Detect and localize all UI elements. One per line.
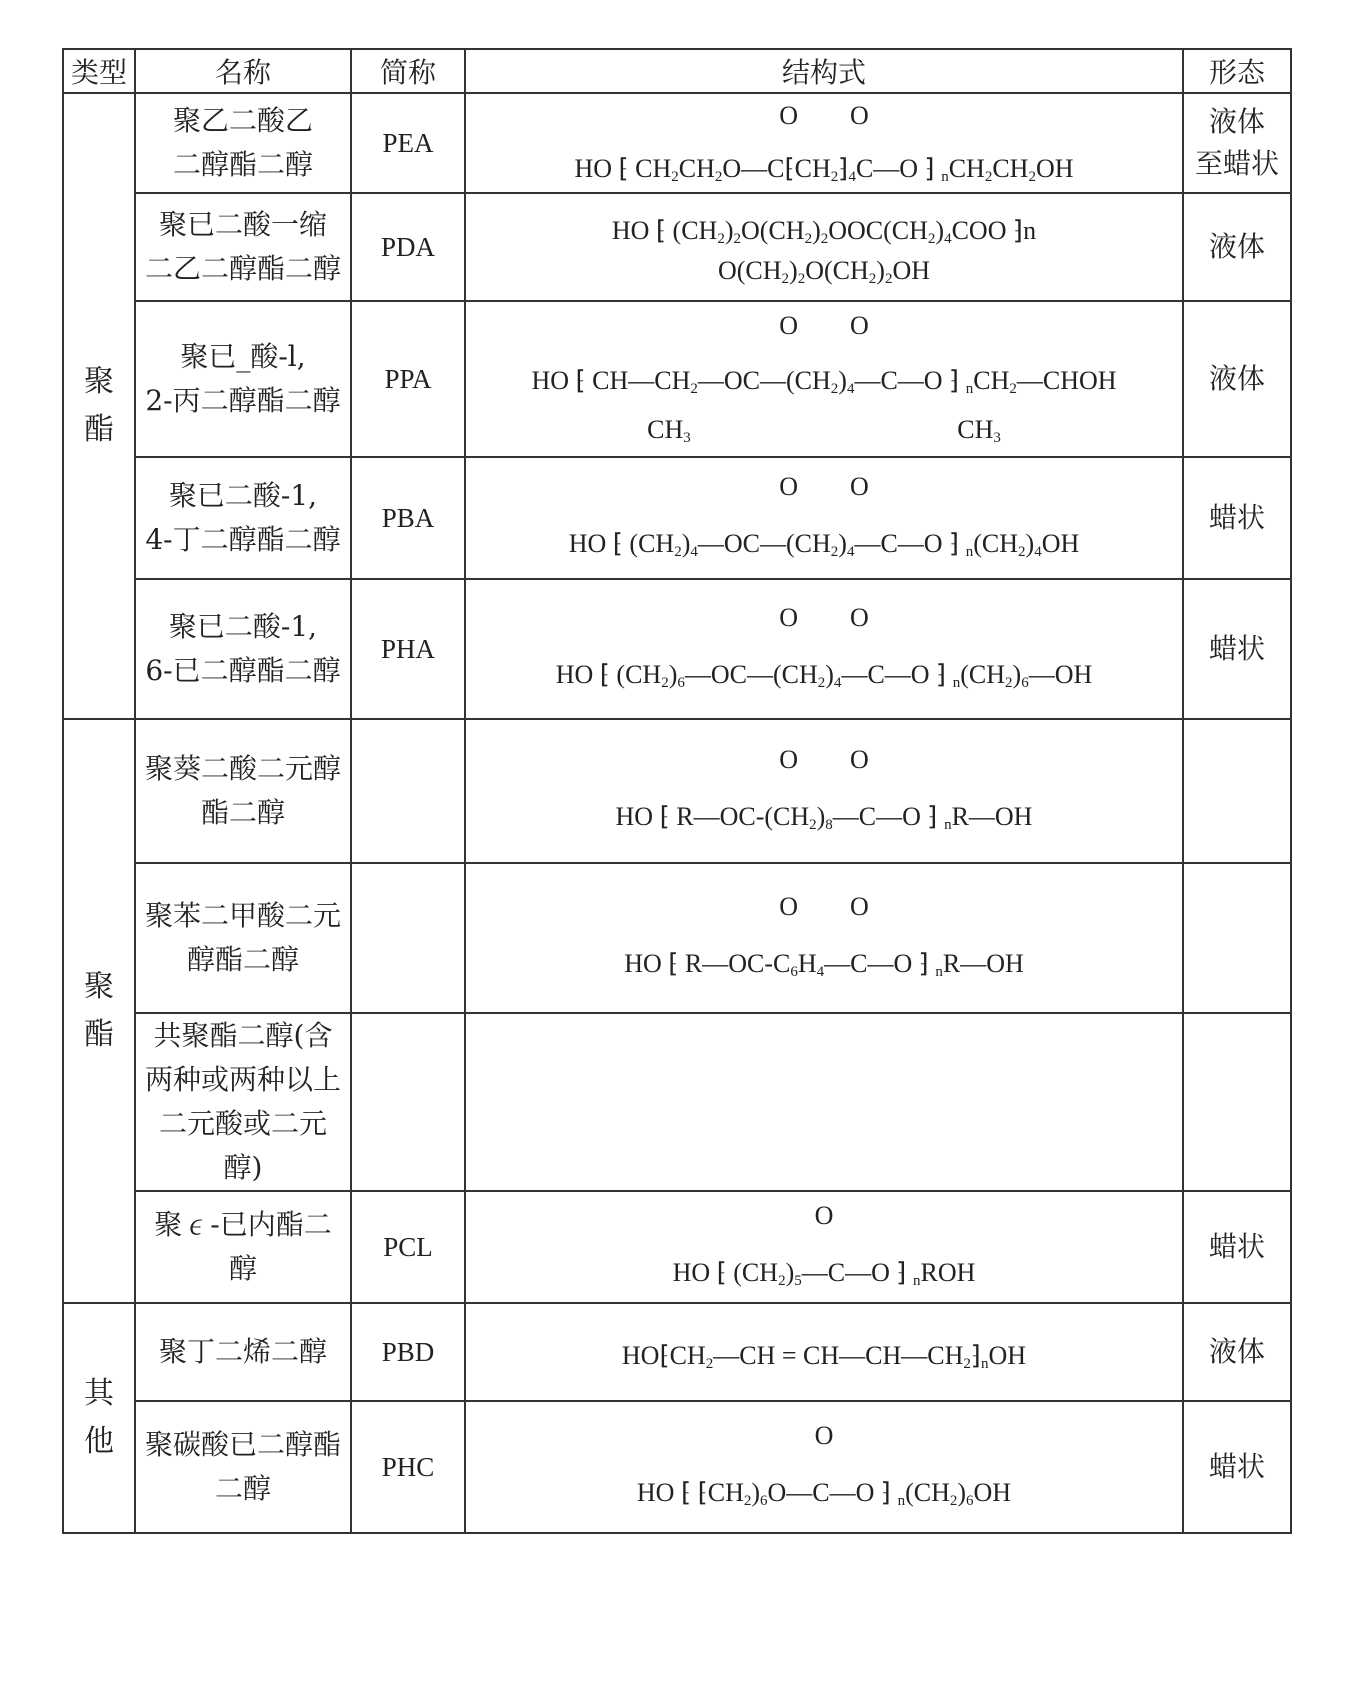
carbonyl-oxygen-row: O O — [779, 311, 869, 340]
structural-formula — [465, 863, 1183, 1013]
header-abbr: 简称 — [351, 49, 465, 93]
table-row — [63, 1401, 1291, 1533]
table-row — [63, 1191, 1291, 1303]
polyol-name: 聚苯二甲酸二元 醇酯二醇 — [135, 863, 351, 1013]
physical-state: 蜡状 — [1183, 1401, 1291, 1533]
formula-main-line: HO ⁅ $CH—CH_2—OC—(CH_2)_4—C—O$ ⁆ $_nCH_2—CHOH$ — [531, 366, 1117, 397]
table-body — [63, 93, 1291, 1533]
structural-formula — [465, 301, 1183, 457]
polyol-abbreviation: PDA — [351, 193, 465, 301]
structural-formula — [465, 93, 1183, 193]
physical-state: 液体 — [1183, 193, 1291, 301]
physical-state — [1183, 1013, 1291, 1191]
formula-main-line: HO ⁅ $(CH_2)_5—C—O$ ⁆ $_n$ROH — [672, 1258, 976, 1289]
table-row — [63, 1303, 1291, 1401]
table-row — [63, 579, 1291, 719]
polyol-name: 聚丁二烯二醇 — [135, 1303, 351, 1401]
formula-main-line: HO ⁅ $CH_2CH_2O—C⁅CH_2⁆_4C—O$ ⁆ $_nCH_2CH_2OH$ — [574, 154, 1074, 185]
polyol-abbreviation — [351, 1013, 465, 1191]
table-row — [63, 457, 1291, 579]
carbonyl-oxygen-row: O — [814, 1421, 834, 1450]
polyol-name: 共聚酯二醇(含 两种或两种以上 二元酸或二元 醇) — [135, 1013, 351, 1191]
category-cell: 聚 酯 — [63, 719, 135, 1303]
polyol-name: 聚乙二酸乙 二醇酯二醇 — [135, 93, 351, 193]
carbonyl-oxygen-row: O O — [779, 603, 869, 632]
carbonyl-oxygen-row: O — [814, 1201, 834, 1230]
polyol-abbreviation: PHA — [351, 579, 465, 719]
carbonyl-oxygen-row: O O — [779, 745, 869, 774]
table-row — [63, 719, 1291, 863]
polyol-abbreviation: PPA — [351, 301, 465, 457]
structural-formula — [465, 457, 1183, 579]
table-row — [63, 193, 1291, 301]
carbonyl-oxygen-row: O O — [779, 472, 869, 501]
polyol-abbreviation — [351, 719, 465, 863]
structural-formula — [465, 1191, 1183, 1303]
polyol-abbreviation: PEA — [351, 93, 465, 193]
table-row — [63, 301, 1291, 457]
header-formula: 结构式 — [465, 49, 1183, 93]
category-cell: 聚 酯 — [63, 93, 135, 719]
category-cell: 其 他 — [63, 1303, 135, 1533]
formula-main-line: HO ⁅ $(CH_2)_4—OC—(CH_2)_4—C—O$ ⁆ $_n(CH_2)_4OH$ — [568, 529, 1080, 560]
carbonyl-oxygen-row: O O — [779, 101, 869, 130]
polyol-table — [62, 48, 1292, 1534]
physical-state: 蜡状 — [1183, 1191, 1291, 1303]
structural-formula — [465, 719, 1183, 863]
structural-formula — [465, 579, 1183, 719]
formula-main-line: HO ⁅ $R—OC-(CH_2)_8—C—O$ ⁆ $_n$R—OH — [615, 802, 1033, 833]
polyol-abbreviation: PHC — [351, 1401, 465, 1533]
structural-formula — [465, 1013, 1183, 1191]
physical-state — [1183, 863, 1291, 1013]
formula-main-line: HO ⁅ $⁅CH_2)_6O—C—O$ ⁆ $_n(CH_2)_6OH$ — [636, 1478, 1012, 1509]
polyol-name: 聚已_酸-l, 2-丙二醇酯二醇 — [135, 301, 351, 457]
polyol-name: 聚∊-已内酯二 醇 — [135, 1191, 351, 1303]
header-type: 类型 — [63, 49, 135, 93]
formula-main-line: HO ⁅ $(CH_2)_6—OC—(CH_2)_4—C—O$ ⁆ $_n(CH_2)_6—OH$ — [555, 660, 1093, 691]
carbonyl-oxygen-row: O O — [779, 892, 869, 921]
structural-formula — [465, 1303, 1183, 1401]
polyol-abbreviation: PBD — [351, 1303, 465, 1401]
polyol-abbreviation: PBA — [351, 457, 465, 579]
physical-state: 液体 — [1183, 1303, 1291, 1401]
polyol-name: 聚已二酸-1, 4-丁二醇酯二醇 — [135, 457, 351, 579]
physical-state: 蜡状 — [1183, 457, 1291, 579]
polyol-abbreviation: PCL — [351, 1191, 465, 1303]
polyol-name: 聚已二酸一缩 二乙二醇酯二醇 — [135, 193, 351, 301]
formula-main-line: $HO⁅CH_2—CH$ = $CH—CH—CH_2⁆_nOH$ — [621, 1341, 1027, 1372]
polyol-name: 聚葵二酸二元醇 酯二醇 — [135, 719, 351, 863]
polyol-name: 聚碳酸已二醇酯 二醇 — [135, 1401, 351, 1533]
polyol-abbreviation — [351, 863, 465, 1013]
physical-state: 液体 — [1183, 301, 1291, 457]
polyol-name: 聚已二酸-1, 6-已二醇酯二醇 — [135, 579, 351, 719]
physical-state: 蜡状 — [1183, 579, 1291, 719]
formula-main-line: HO ⁅ $(CH_2)_2O(CH_2)_2OOC(CH_2)_4COO$ ⁆n $O(CH_2)_2O(CH_2)_2OH$ — [611, 216, 1037, 287]
physical-state — [1183, 719, 1291, 863]
table-row — [63, 93, 1291, 193]
header-row — [63, 49, 1291, 93]
table-row — [63, 1013, 1291, 1191]
structural-formula — [465, 193, 1183, 301]
formula-main-line: HO ⁅ $R—OC-C_6H_4—C—O$ ⁆ $_n$R—OH — [624, 949, 1024, 980]
table-row — [63, 863, 1291, 1013]
physical-state: 液体 至蜡状 — [1183, 93, 1291, 193]
methyl-substituent-row: $CH_3$ $CH_3$ — [647, 415, 1001, 446]
header-name: 名称 — [135, 49, 351, 93]
header-state: 形态 — [1183, 49, 1291, 93]
structural-formula — [465, 1401, 1183, 1533]
